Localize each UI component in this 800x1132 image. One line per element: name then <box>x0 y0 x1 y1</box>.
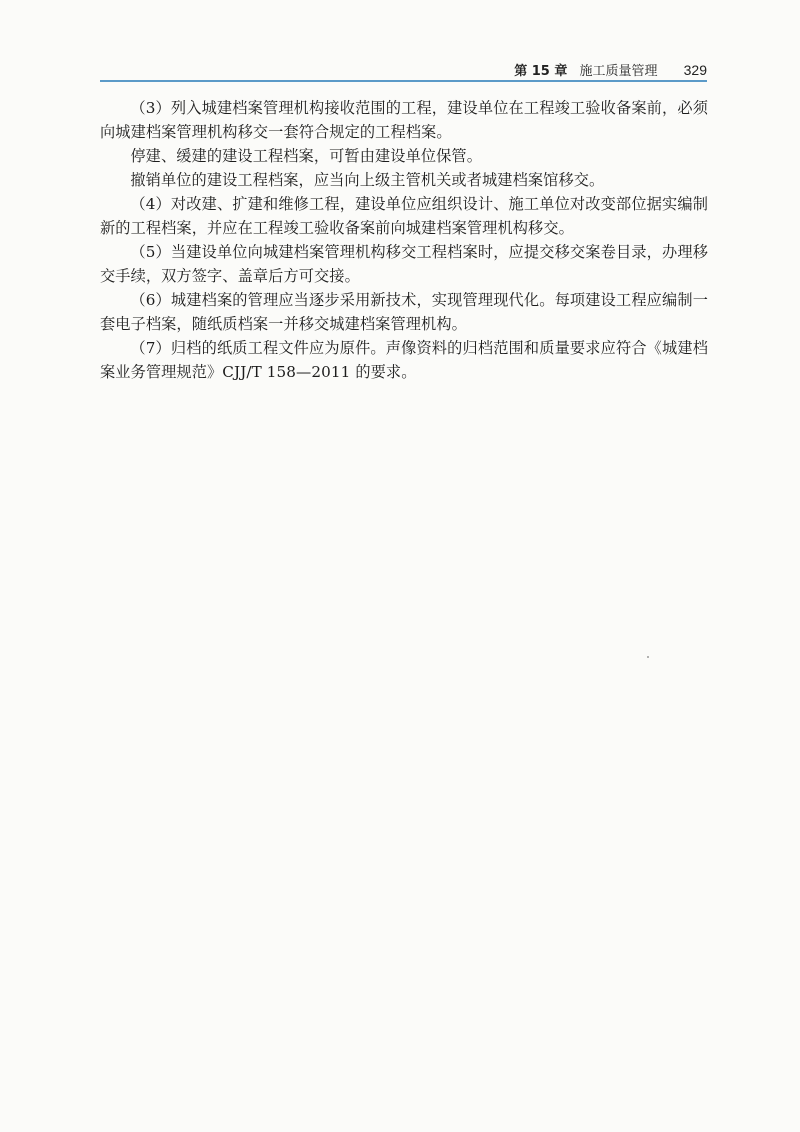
paragraph-suspended-projects: 停建、缓建的建设工程档案，可暂由建设单位保管。 <box>130 147 483 165</box>
page-header <box>100 58 707 82</box>
header-rule <box>100 80 707 82</box>
page-number: 329 <box>683 62 707 78</box>
chapter-title: 施工质量管理 <box>579 64 658 79</box>
paragraph-5: （5）当建设单位向城建档案管理机构移交工程档案时，应提交移交案卷目录，办理移交手续，双方签字、盖章后方可交接。 <box>100 243 708 285</box>
paragraph-dissolved-units: 撤销单位的建设工程档案，应当向上级主管机关或者城建档案馆移交。 <box>130 171 605 189</box>
paragraph-3: （3）列入城建档案管理机构接收范围的工程，建设单位在工程竣工验收备案前，必须向城建档案管理机构移交一套符合规定的工程档案。 <box>100 99 708 141</box>
paragraph-4: （4）对改建、扩建和维修工程，建设单位应组织设计、施工单位对改变部位据实编制新的工程档案，并应在工程竣工验收备案前向城建档案管理机构移交。 <box>100 195 708 237</box>
body-text <box>100 96 708 384</box>
paragraph-7: （7）归档的纸质工程文件应为原件。声像资料的归档范围和质量要求应符合《城建档案业务管理规范》CJJ/T 158—2011 的要求。 <box>100 339 708 381</box>
scan-speck <box>647 656 649 658</box>
paragraph-6: （6）城建档案的管理应当逐步采用新技术，实现管理现代化。每项建设工程应编制一套电子档案，随纸质档案一并移交城建档案管理机构。 <box>100 291 708 333</box>
running-head <box>514 60 707 79</box>
chapter-label: 第 15 章 <box>514 64 568 79</box>
